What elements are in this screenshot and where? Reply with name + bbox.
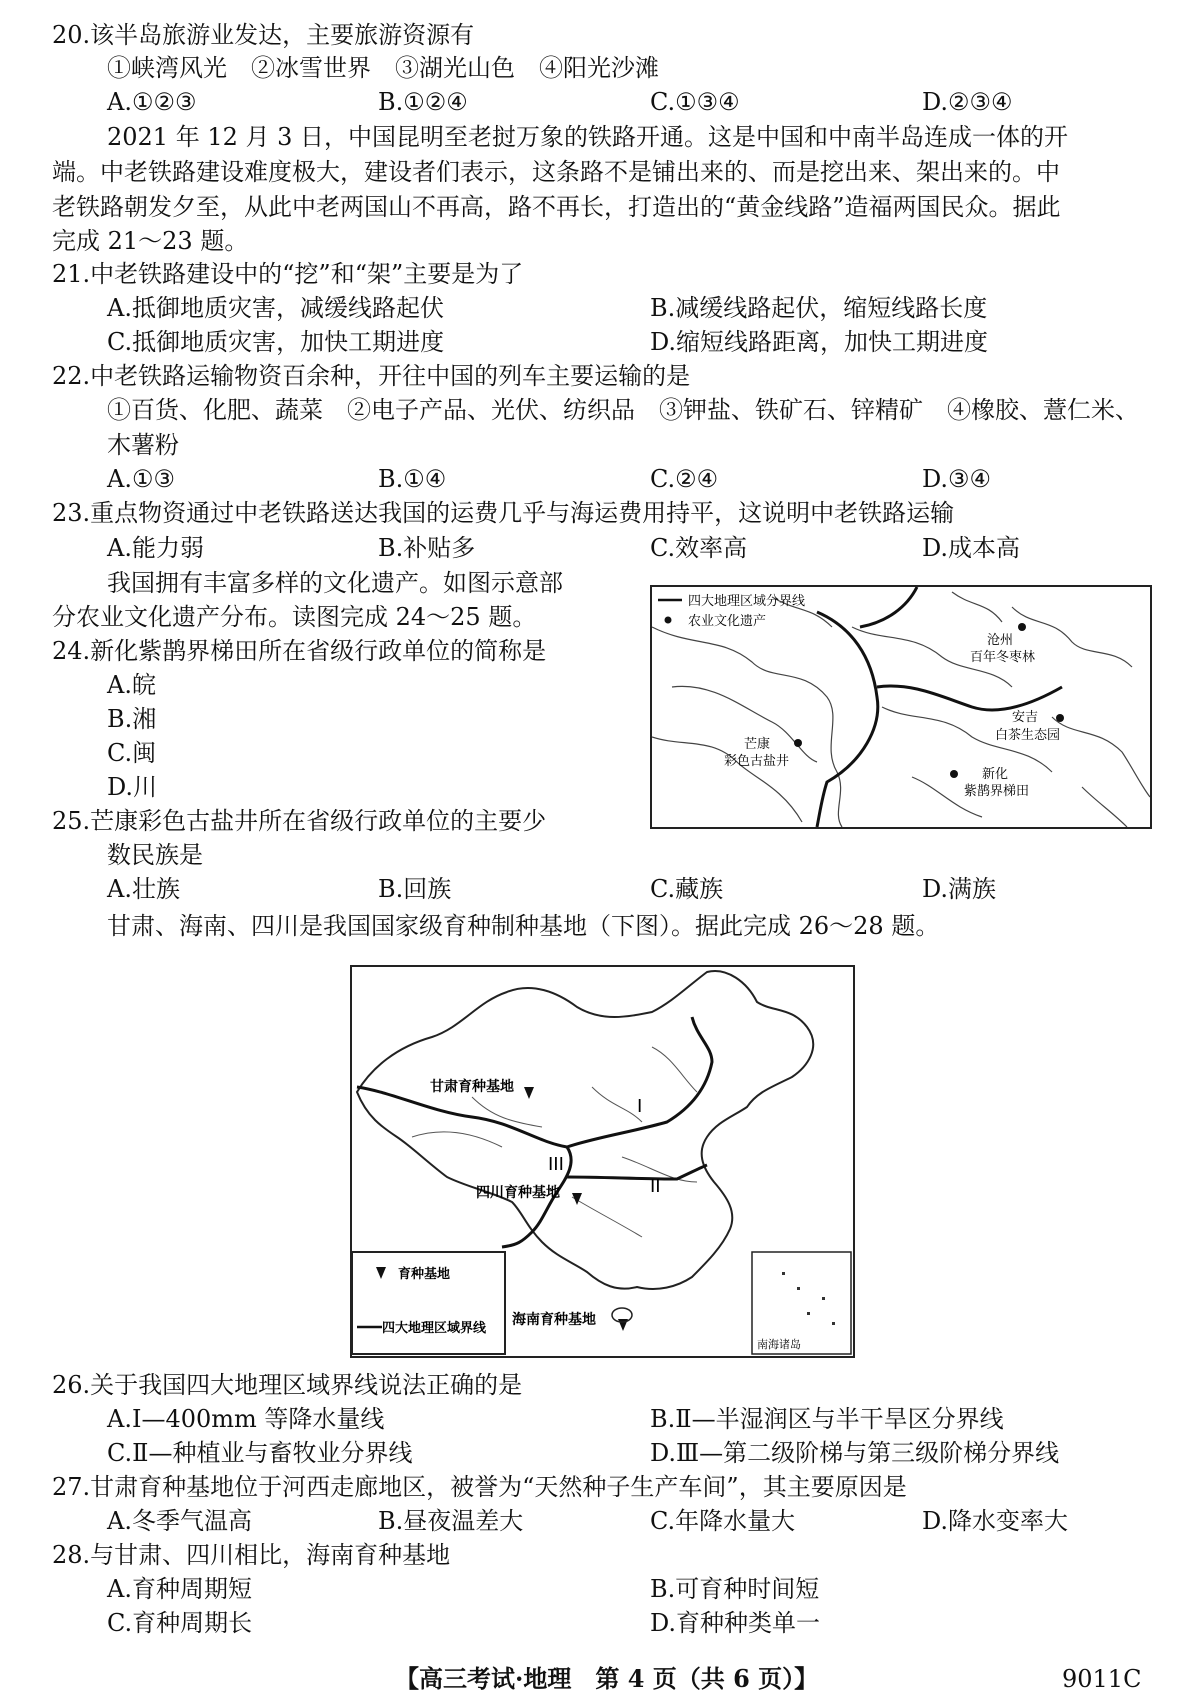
legend-boundary-label: 四大地理区域分界线 [688, 594, 806, 609]
q24-option-a: A.皖 [107, 671, 156, 699]
q23-option-d: D.成本高 [922, 534, 1021, 562]
china-outline [357, 971, 813, 1289]
q25-option-a: A.壮族 [107, 875, 180, 903]
breeding-base-map [350, 965, 855, 1358]
legend-base-label: 育种基地 [398, 1267, 451, 1282]
q23-option-a: A.能力弱 [107, 534, 204, 562]
q22-stem: 22.中老铁路运输物资百余种，开往中国的列车主要运输的是 [52, 362, 691, 390]
q22-option-b: B.①④ [378, 465, 447, 493]
q26-option-a: A.Ⅰ—400mm 等降水量线 [107, 1405, 385, 1433]
site-label: 紫鹊界梯田 [964, 784, 1030, 799]
q21-option-d: D.缩短线路距离，加快工期进度 [650, 328, 989, 356]
q20-stem: 20.该半岛旅游业发达，主要旅游资源有 [52, 21, 475, 49]
q23-option-c: C.效率高 [650, 534, 748, 562]
base-label: 四川育种基地 [476, 1185, 560, 1201]
q23-option-b: B.补贴多 [378, 534, 476, 562]
footer-code: 9011C [1062, 1665, 1142, 1693]
q24-option-d: D.川 [107, 773, 158, 801]
q20-option-b: B.①②④ [378, 88, 468, 116]
intro-21-23-line: 2021 年 12 月 3 日，中国昆明至老挝万象的铁路开通。这是中国和中南半岛连成一体的开 [107, 123, 1069, 151]
base-label: 甘肃育种基地 [430, 1079, 514, 1095]
region-label: II [650, 1176, 661, 1197]
intro-24-25-line: 我国拥有丰富多样的文化遗产。如图示意部 [107, 569, 563, 597]
q28-option-c: C.育种周期长 [107, 1609, 253, 1637]
q26-option-c: C.Ⅱ—种植业与畜牧业分界线 [107, 1439, 413, 1467]
site-label: 沧州 [987, 633, 1014, 648]
q25-option-c: C.藏族 [650, 875, 724, 903]
q25-stem-line1: 25.芒康彩色古盐井所在省级行政单位的主要少 [52, 807, 547, 835]
intro-21-23-line: 完成 21～23 题。 [52, 227, 249, 255]
heritage-map [650, 585, 1152, 829]
q28-option-b: B.可育种时间短 [650, 1575, 820, 1603]
q25-stem-line2: 数民族是 [107, 841, 203, 869]
q20-option-d: D.②③④ [922, 88, 1013, 116]
q22-items-line1: ①百货、化肥、蔬菜 ②电子产品、光伏、纺织品 ③钾盐、铁矿石、锌精矿 ④橡胶、薏仁米、 [107, 396, 1139, 424]
q24-option-c: C.闽 [107, 739, 157, 767]
q27-option-b: B.昼夜温差大 [378, 1507, 524, 1535]
site-label: 彩色古盐井 [724, 754, 790, 769]
site-dot-icon [794, 739, 802, 747]
q20-option-a: A.①②③ [107, 88, 197, 116]
q26-stem: 26.关于我国四大地理区域界线说法正确的是 [52, 1371, 523, 1399]
q22-option-c: C.②④ [650, 465, 719, 493]
q21-option-a: A.抵御地质灾害，减缓线路起伏 [107, 294, 444, 322]
intro-24-25-line: 分农业文化遗产分布。读图完成 24～25 题。 [52, 603, 537, 631]
q21-option-b: B.减缓线路起伏，缩短线路长度 [650, 294, 988, 322]
legend-dot-icon [665, 617, 672, 624]
q26-option-b: B.Ⅱ—半湿润区与半干旱区分界线 [650, 1405, 1004, 1433]
site-label: 安吉 [1012, 710, 1039, 725]
inset-label: 南海诸岛 [757, 1338, 801, 1351]
footer-page-info: 【高三考试·地理 第 4 页（共 6 页）】 [395, 1664, 819, 1693]
q21-option-c: C.抵御地质灾害，加快工期进度 [107, 328, 445, 356]
q28-stem: 28.与甘肃、四川相比，海南育种基地 [52, 1541, 451, 1569]
q27-option-c: C.年降水量大 [650, 1507, 796, 1535]
site-label: 新化 [982, 767, 1009, 782]
legend-boundary-label: 四大地理区域界线 [382, 1321, 487, 1336]
intro-26-28: 甘肃、海南、四川是我国国家级育种制种基地（下图）。据此完成 26～28 题。 [107, 912, 940, 940]
q28-option-d: D.育种种类单一 [650, 1609, 821, 1637]
q25-option-d: D.满族 [922, 875, 997, 903]
q27-option-d: D.降水变率大 [922, 1507, 1069, 1535]
site-label: 白茶生态园 [995, 728, 1061, 743]
q25-option-b: B.回族 [378, 875, 452, 903]
q20-items: ①峡湾风光 ②冰雪世界 ③湖光山色 ④阳光沙滩 [107, 54, 659, 82]
q27-stem: 27.甘肃育种基地位于河西走廊地区，被誉为“天然种子生产车间”，其主要原因是 [52, 1473, 907, 1501]
site-dot-icon [1018, 623, 1026, 631]
q22-option-d: D.③④ [922, 465, 992, 493]
q28-option-a: A.育种周期短 [107, 1575, 252, 1603]
legend-heritage-label: 农业文化遗产 [688, 614, 767, 629]
intro-21-23-line: 端。中老铁路建设难度极大，建设者们表示，这条路不是铺出来的、而是挖出来、架出来的。中 [52, 158, 1060, 186]
site-label: 芒康 [744, 737, 771, 752]
base-marker-icon [572, 1193, 582, 1205]
intro-21-23-line: 老铁路朝发夕至，从此中老两国山不再高，路不再长，打造出的“黄金线路”造福两国民众。据此 [52, 193, 1061, 221]
q24-option-b: B.湘 [107, 705, 157, 733]
q20-option-c: C.①③④ [650, 88, 740, 116]
q23-stem: 23.重点物资通过中老铁路送达我国的运费几乎与海运费用持平，这说明中老铁路运输 [52, 499, 955, 527]
site-label: 百年冬枣林 [970, 650, 1036, 665]
province-outlines [412, 1047, 697, 1237]
site-dot-icon [1056, 714, 1064, 722]
q21-stem: 21.中老铁路建设中的“挖”和“架”主要是为了 [52, 260, 524, 288]
base-label: 海南育种基地 [512, 1312, 596, 1328]
site-dot-icon [950, 770, 958, 778]
region-label: I [637, 1096, 643, 1117]
q27-option-a: A.冬季气温高 [107, 1507, 252, 1535]
q22-items-line2: 木薯粉 [107, 431, 179, 459]
region-label: III [548, 1154, 564, 1175]
q26-option-d: D.Ⅲ—第二级阶梯与第三级阶梯分界线 [650, 1439, 1060, 1467]
base-marker-icon [524, 1087, 534, 1099]
q24-stem: 24.新化紫鹊界梯田所在省级行政单位的简称是 [52, 637, 547, 665]
q22-option-a: A.①③ [107, 465, 175, 493]
